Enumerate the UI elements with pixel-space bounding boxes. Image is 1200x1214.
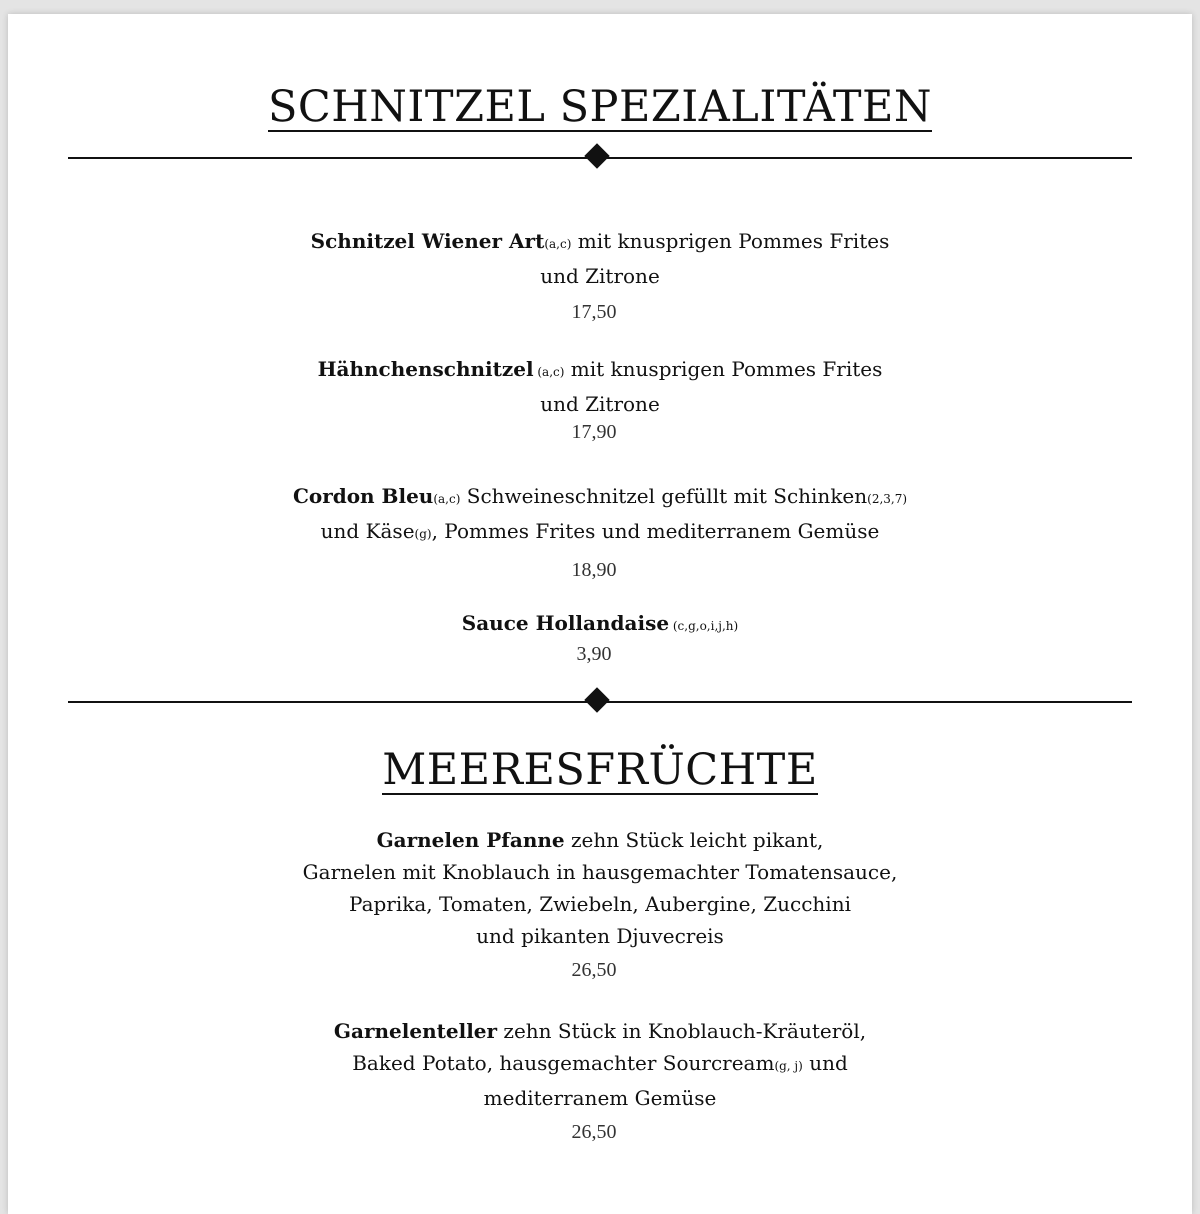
ornament-divider (68, 687, 1132, 717)
diamond-icon (584, 687, 609, 712)
item-allergens: (g) (414, 527, 432, 541)
item-description: zehn Stück leicht pikant, (564, 828, 824, 852)
item-price: 17,90 (571, 421, 617, 443)
item-allergens: (g, j) (774, 1059, 803, 1073)
item-allergens: (a,c) (433, 492, 461, 506)
item-description: und pikanten Djuvecreis (476, 924, 724, 948)
item-name: Garnelen Pfanne (376, 828, 565, 852)
item-allergens: (a,c) (533, 365, 565, 379)
item-description: und (802, 1051, 848, 1075)
item-description: mediterranem Gemüse (483, 1086, 717, 1110)
item-name: Sauce Hollandaise (461, 611, 670, 635)
item-allergens: (a,c) (544, 237, 572, 251)
item-price: 26,50 (571, 1121, 617, 1143)
item-price: 17,50 (571, 301, 617, 323)
menu-item-schnitzel-wiener-art (0, 225, 1200, 328)
item-description: , Pommes Frites und mediterranem Gemüse (431, 519, 880, 543)
item-description: und Käse (320, 519, 415, 543)
ornament-divider (68, 143, 1132, 173)
item-name: Schnitzel Wiener Art (310, 229, 545, 253)
menu-item-garnelenteller (0, 1015, 1200, 1148)
diamond-icon (584, 143, 609, 168)
item-name: Hähnchenschnitzel (317, 357, 534, 381)
item-price: 3,90 (576, 643, 612, 665)
item-price: 26,50 (571, 959, 617, 981)
menu-item-garnelen-pfanne (0, 824, 1200, 986)
item-description: Paprika, Tomaten, Zwiebeln, Aubergine, Zucchini (349, 892, 851, 916)
section-title-schnitzel: SCHNITZEL SPEZIALITÄTEN (267, 82, 933, 132)
item-allergens: (c,g,o,i,j,h) (669, 619, 739, 633)
item-price: 18,90 (571, 559, 617, 581)
item-description: mit knusprigen Pommes Frites (564, 357, 883, 381)
item-name: Cordon Bleu (292, 484, 434, 508)
menu-item-haehnchenschnitzel (0, 353, 1200, 448)
item-description: und Zitrone (540, 392, 660, 416)
menu-item-sauce-hollandaise (0, 607, 1200, 670)
item-name: Garnelenteller (333, 1019, 498, 1043)
item-description: Garnelen mit Knoblauch in hausgemachter Tomatensauce, (302, 860, 898, 884)
item-description: mit knusprigen Pommes Frites (571, 229, 890, 253)
menu-item-cordon-bleu (0, 480, 1200, 586)
item-description: und Zitrone (540, 264, 660, 288)
item-description: Baked Potato, hausgemachter Sourcream (352, 1051, 775, 1075)
section-title-meeresfruechte: MEERESFRÜCHTE (382, 745, 818, 795)
item-allergens: (2,3,7) (867, 492, 908, 506)
item-description: Schweineschnitzel gefüllt mit Schinken (460, 484, 868, 508)
item-description: zehn Stück in Knoblauch-Kräuteröl, (497, 1019, 867, 1043)
